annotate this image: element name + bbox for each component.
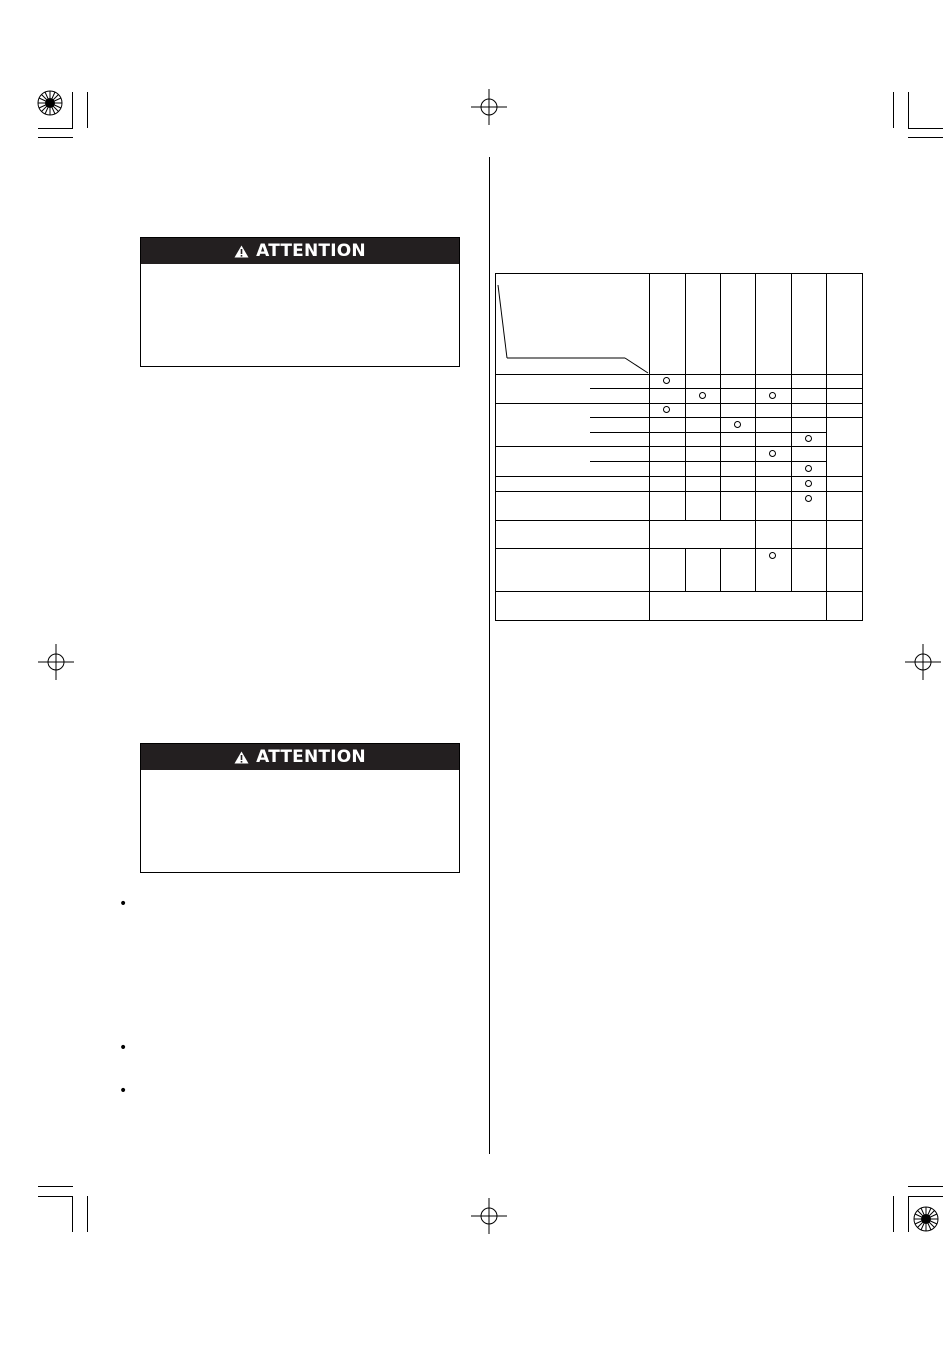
crop-mark [893,92,894,128]
bullet-point: • [119,1083,128,1099]
crop-mark [908,137,943,138]
attention-title: ATTENTION [256,241,366,261]
crop-mark [908,1196,909,1232]
registration-crosshair-icon [905,644,941,680]
crop-mark [38,128,73,129]
registration-crosshair-icon [38,644,74,680]
attention-box [140,743,460,873]
registration-starburst-icon [913,1206,939,1232]
schedule-mark [734,421,741,428]
attention-header [141,238,459,264]
crop-mark [908,92,909,128]
crop-mark [38,137,73,138]
registration-crosshair-icon [471,89,507,125]
bullet-point: • [119,1040,128,1056]
crop-mark [908,1186,943,1187]
attention-title: ATTENTION [256,747,366,767]
attention-box [140,237,460,367]
warning-triangle-icon [234,245,249,258]
maintenance-schedule-table [495,273,863,621]
schedule-mark [805,465,812,472]
schedule-mark [805,495,812,502]
crop-mark [38,1186,73,1187]
schedule-grid [495,273,863,621]
crop-mark [908,128,943,129]
registration-starburst-icon [37,90,63,116]
crop-mark [72,1196,73,1232]
column-divider [489,157,490,1154]
crop-mark [908,1196,943,1197]
crop-mark [893,1196,894,1232]
schedule-mark [663,377,670,384]
schedule-mark [769,392,776,399]
schedule-mark [769,552,776,559]
crop-mark [38,1196,73,1197]
registration-crosshair-icon [471,1198,507,1234]
crop-mark [87,1196,88,1232]
bullet-point: • [119,896,128,912]
warning-triangle-icon [234,751,249,764]
crop-mark [72,92,73,128]
crop-mark [87,92,88,128]
attention-header [141,744,459,770]
schedule-mark [769,450,776,457]
schedule-mark [699,392,706,399]
schedule-mark [805,480,812,487]
schedule-mark [663,406,670,413]
schedule-mark [805,435,812,442]
